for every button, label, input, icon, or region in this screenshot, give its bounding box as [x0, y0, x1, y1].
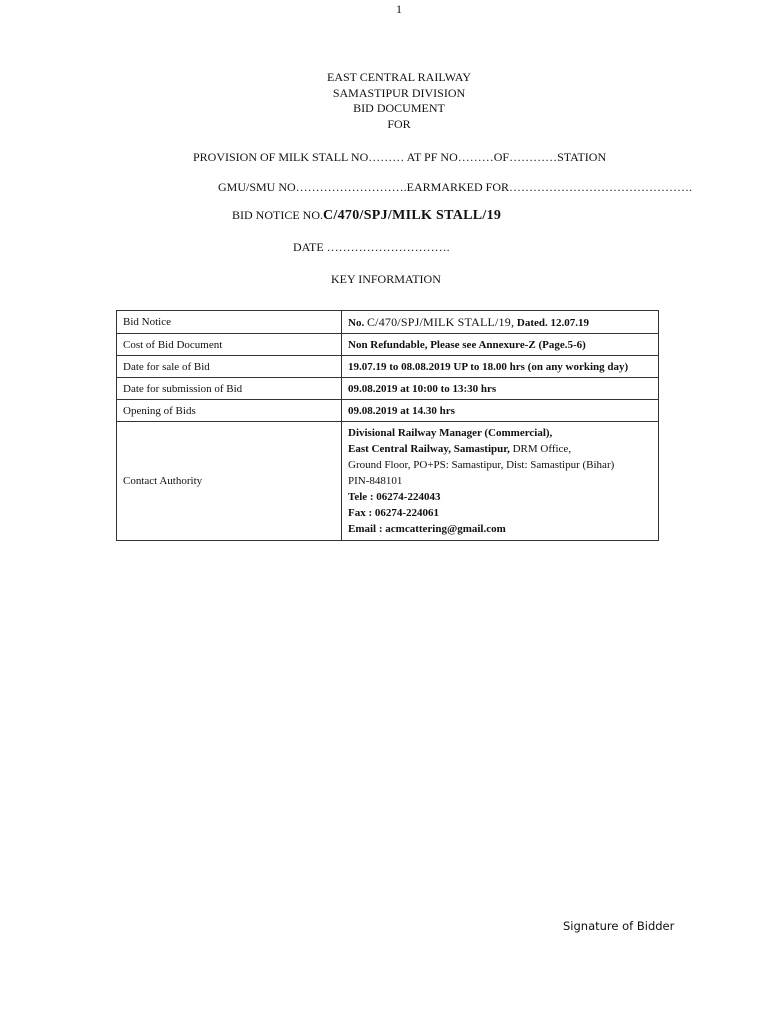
row-label: Opening of Bids — [117, 400, 342, 422]
contact-line-2-normal: DRM Office, — [512, 443, 572, 455]
document-header — [0, 70, 770, 132]
date-line: DATE …………………………. — [293, 240, 450, 254]
contact-line-1: Divisional Railway Manager (Commercial), — [348, 427, 553, 439]
contact-line-3: Ground Floor, PO+PS: Samastipur, Dist: Samastipur (Bihar) — [348, 459, 615, 471]
row-value: 09.08.2019 at 10:00 to 13:30 hrs — [342, 378, 659, 400]
bid-notice-value-date: Dated. 12.07.19 — [516, 316, 590, 329]
division-name: SAMASTIPUR DIVISION — [332, 85, 466, 100]
table-row — [117, 311, 659, 334]
key-information-title: KEY INFORMATION — [331, 272, 441, 286]
row-value: Non Refundable, Please see Annexure-Z (Page.5-6) — [342, 334, 659, 356]
contact-authority-value — [342, 422, 659, 541]
row-value: 19.07.19 to 08.08.2019 UP to 18.00 hrs (on any working day) — [342, 356, 659, 378]
bid-notice-prefix: BID NOTICE NO. — [232, 208, 323, 222]
table-row — [117, 422, 659, 541]
bid-notice-value-number: C/470/SPJ/MILK STALL/19, — [366, 314, 515, 329]
contact-email: Email : acmcattering@gmail.com — [348, 523, 506, 535]
contact-line-2-bold: East Central Railway, Samastipur, — [348, 443, 510, 455]
table-row — [117, 378, 659, 400]
contact-fax: Fax : 06274-224061 — [348, 507, 440, 519]
page-number: 1 — [396, 2, 402, 16]
bid-notice-line — [232, 208, 501, 224]
provision-line: PROVISION OF MILK STALL NO……… AT PF NO………OF…………STATION — [193, 150, 607, 164]
contact-tele: Tele : 06274-224043 — [348, 491, 441, 503]
document-type: BID DOCUMENT — [353, 101, 445, 115]
table-row — [117, 334, 659, 356]
row-label: Bid Notice — [117, 311, 342, 334]
contact-line-4: PIN-848101 — [348, 475, 403, 487]
row-label: Contact Authority — [117, 422, 342, 541]
row-value: 09.08.2019 at 14.30 hrs — [342, 400, 659, 422]
row-label: Date for sale of Bid — [117, 356, 342, 378]
signature-label: Signature of Bidder — [563, 919, 675, 933]
table-row — [117, 356, 659, 378]
row-value — [342, 311, 659, 334]
table-row — [117, 400, 659, 422]
row-label: Date for submission of Bid — [117, 378, 342, 400]
bid-notice-number: C/470/SPJ/MILK STALL/19 — [323, 208, 502, 223]
key-information-table — [116, 310, 659, 541]
bid-notice-value-prefix: No. — [348, 316, 365, 329]
contact-line-2 — [348, 441, 652, 457]
row-label: Cost of Bid Document — [117, 334, 342, 356]
gmu-line: GMU/SMU NO……………………….EARMARKED FOR………………………………………. — [218, 180, 693, 194]
org-name: EAST CENTRAL RAILWAY — [327, 70, 471, 84]
for-label: FOR — [387, 116, 411, 131]
